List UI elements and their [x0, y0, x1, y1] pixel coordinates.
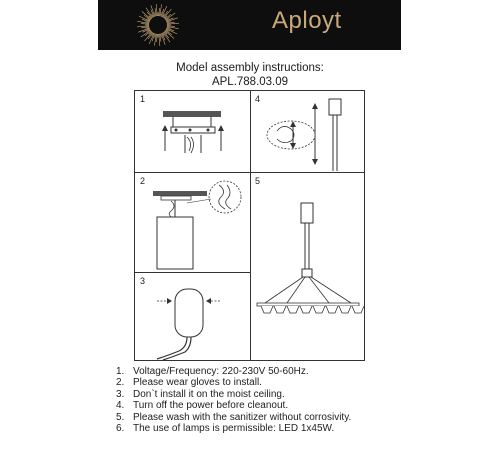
- list-item: 4. Turn off the power before cleanout.: [116, 400, 289, 412]
- list-item: 1. Voltage/Frequency: 220-230V 50-60Hz.: [116, 366, 309, 377]
- title-line-1: Model assembly instructions:: [176, 62, 324, 74]
- step-4-label: 4: [255, 94, 261, 104]
- assembly-diagram-grid: [134, 90, 365, 361]
- step-3-panel: [135, 273, 251, 361]
- instruction-list: [116, 366, 351, 434]
- list-item: 2. Please wear gloves to install.: [116, 377, 262, 389]
- step-2-label: 2: [140, 176, 146, 186]
- list-item: 5. Please wash with the sanitizer without corrosivity.: [116, 411, 352, 423]
- step-5-panel: [251, 173, 365, 361]
- step-2-panel: [135, 173, 251, 273]
- step-3-label: 3: [140, 276, 146, 286]
- brand-name: Aployt: [272, 7, 342, 34]
- list-item: 6. The use of lamps is permissible: LED 1x45W.: [116, 423, 335, 435]
- step-1-panel: [135, 91, 251, 173]
- ceiling-bracket-illustration: [135, 91, 251, 173]
- model-number: APL.788.03.09: [211, 76, 289, 88]
- brand-banner: [98, 0, 401, 50]
- step-4-panel: [251, 91, 365, 173]
- cable-adjust-illustration: [251, 91, 365, 173]
- step-5-label: 5: [255, 176, 261, 186]
- wiring-illustration: [135, 173, 251, 273]
- chandelier-illustration: [251, 173, 365, 361]
- shade-mount-illustration: [135, 273, 251, 361]
- list-item: 3. Don`t install it on the moist ceiling.: [116, 388, 285, 400]
- sunburst-logo-icon: [128, 0, 188, 50]
- step-1-label: 1: [140, 94, 146, 104]
